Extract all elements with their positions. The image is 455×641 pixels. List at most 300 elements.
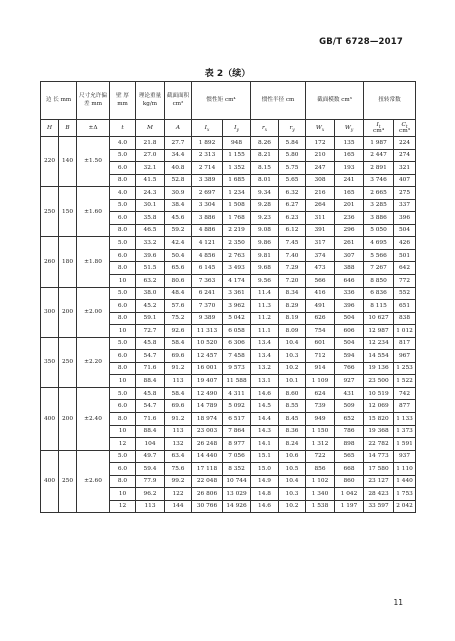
cell-Ix: 10 520 xyxy=(192,337,223,350)
cell-H: 300 xyxy=(41,287,59,337)
cell-Wx: 914 xyxy=(306,362,335,375)
cell-Wx: 210 xyxy=(306,149,335,162)
cell-Wy: 193 xyxy=(335,162,364,175)
cell-Iy: 9 573 xyxy=(223,362,251,375)
sym-Wx-sub: x xyxy=(321,126,325,132)
cell-Wx: 391 xyxy=(306,224,335,237)
cell-A: 50.4 xyxy=(165,249,192,262)
cell-Wx: 856 xyxy=(306,463,335,476)
cell-Ix: 30 766 xyxy=(192,500,223,513)
cell-Wx: 754 xyxy=(306,325,335,338)
cell-A: 58.4 xyxy=(165,337,192,350)
cell-Ct: 967 xyxy=(394,350,416,363)
cell-t: 5.0 xyxy=(110,450,136,463)
cell-M: 96.2 xyxy=(136,488,165,501)
cell-Wx: 1 340 xyxy=(306,488,335,501)
cell-Ix: 22 048 xyxy=(192,475,223,488)
cell-t: 6.0 xyxy=(110,212,136,225)
cell-t: 5.0 xyxy=(110,287,136,300)
header-thickness: 壁 厚 mm xyxy=(110,82,136,120)
cell-Iy: 10 744 xyxy=(223,475,251,488)
cell-t: 5.0 xyxy=(110,149,136,162)
cell-Iy: 6 058 xyxy=(223,325,251,338)
cell-Iy: 8 352 xyxy=(223,463,251,476)
header-row-symbols xyxy=(41,120,416,137)
cell-Wy: 766 xyxy=(335,362,364,375)
cell-Wx: 473 xyxy=(306,262,335,275)
sym-M: M xyxy=(136,120,165,137)
cell-Iy: 2 219 xyxy=(223,224,251,237)
sym-Wy-letter: W xyxy=(344,124,351,131)
cell-Wy: 504 xyxy=(335,312,364,325)
cell-M: 88.4 xyxy=(136,425,165,438)
cell-Ct: 642 xyxy=(394,262,416,275)
cell-A: 113 xyxy=(165,375,192,388)
cell-M: 59.4 xyxy=(136,463,165,476)
cell-M: 104 xyxy=(136,438,165,451)
cell-Wx: 1 538 xyxy=(306,500,335,513)
cell-Wy: 396 xyxy=(335,300,364,313)
cell-H: 400 xyxy=(41,387,59,450)
cell-Ix: 7 370 xyxy=(192,300,223,313)
cell-A: 99.2 xyxy=(165,475,192,488)
cell-M: 71.6 xyxy=(136,413,165,426)
table-body xyxy=(41,137,416,513)
cell-A: 91.2 xyxy=(165,413,192,426)
cell-Wy: 296 xyxy=(335,224,364,237)
cell-rx: 9.86 xyxy=(251,237,279,250)
cell-rx: 15.1 xyxy=(251,450,279,463)
cell-Wy: 135 xyxy=(335,137,364,150)
cell-Ix: 14 789 xyxy=(192,400,223,413)
header-torsion: 扭转常数 xyxy=(364,82,416,120)
cell-Wx: 317 xyxy=(306,237,335,250)
cell-Wx: 566 xyxy=(306,275,335,288)
cell-It: 1 987 xyxy=(364,137,394,150)
cell-Ct: 337 xyxy=(394,199,416,212)
cell-rx: 13.4 xyxy=(251,350,279,363)
cell-B: 180 xyxy=(59,237,77,287)
cell-H: 250 xyxy=(41,187,59,237)
cell-Iy: 2 763 xyxy=(223,249,251,262)
cell-A: 63.4 xyxy=(165,450,192,463)
cell-ry: 10.3 xyxy=(279,488,306,501)
cell-t: 6.0 xyxy=(110,249,136,262)
cell-M: 54.7 xyxy=(136,350,165,363)
cell-B: 200 xyxy=(59,387,77,450)
cell-rx: 14.4 xyxy=(251,413,279,426)
cell-B: 150 xyxy=(59,187,77,237)
cell-A: 144 xyxy=(165,500,192,513)
cell-rx: 9.23 xyxy=(251,212,279,225)
header-area: 截面面积 cm² xyxy=(165,82,192,120)
cell-ry: 7.40 xyxy=(279,249,306,262)
cell-Wy: 261 xyxy=(335,237,364,250)
cell-It: 7 267 xyxy=(364,262,394,275)
cell-Wy: 1 197 xyxy=(335,500,364,513)
cell-Iy: 2 350 xyxy=(223,237,251,250)
cell-Ct: 224 xyxy=(394,137,416,150)
cell-Wx: 739 xyxy=(306,400,335,413)
cell-Ix: 11 313 xyxy=(192,325,223,338)
cell-rx: 13.4 xyxy=(251,337,279,350)
cell-tol: ±1.50 xyxy=(77,137,110,187)
sym-Ct-unit: cm³ xyxy=(398,128,411,134)
cell-Wy: 860 xyxy=(335,475,364,488)
cell-ry: 8.24 xyxy=(279,438,306,451)
sym-ry-letter: r xyxy=(289,124,293,131)
sym-ry xyxy=(279,120,306,137)
cell-ry: 7.29 xyxy=(279,262,306,275)
cell-t: 10 xyxy=(110,425,136,438)
sym-Ct-sub: t xyxy=(405,123,408,129)
cell-ry: 7.45 xyxy=(279,237,306,250)
cell-It: 19 136 xyxy=(364,362,394,375)
cell-It: 28 423 xyxy=(364,488,394,501)
cell-Wx: 949 xyxy=(306,413,335,426)
cell-Ix: 2 313 xyxy=(192,149,223,162)
cell-Ct: 552 xyxy=(394,287,416,300)
cell-rx: 14.3 xyxy=(251,425,279,438)
cell-It: 15 820 xyxy=(364,413,394,426)
cell-Ct: 407 xyxy=(394,174,416,187)
cell-Ix: 12 490 xyxy=(192,387,223,400)
cell-t: 8.0 xyxy=(110,362,136,375)
header-tolerance: 尺寸允许偏差 mm xyxy=(77,82,110,120)
cell-A: 69.6 xyxy=(165,400,192,413)
cell-A: 69.6 xyxy=(165,350,192,363)
table-caption: 表 2（续） xyxy=(204,69,251,79)
cell-Wx: 626 xyxy=(306,312,335,325)
cell-t: 8.0 xyxy=(110,413,136,426)
cell-M: 46.5 xyxy=(136,224,165,237)
cell-M: 88.4 xyxy=(136,375,165,388)
cell-Wy: 646 xyxy=(335,275,364,288)
cell-Ct: 1 133 xyxy=(394,413,416,426)
cell-B: 140 xyxy=(59,137,77,187)
cell-It: 2 665 xyxy=(364,187,394,200)
header-side-length: 边 长 mm xyxy=(41,82,77,120)
cell-tol: ±2.00 xyxy=(77,287,110,337)
sym-Iy-letter: I xyxy=(234,124,237,131)
sym-B: B xyxy=(59,120,77,137)
cell-Iy: 7 458 xyxy=(223,350,251,363)
cell-B: 250 xyxy=(59,337,77,387)
cell-Iy: 1 352 xyxy=(223,162,251,175)
cell-Ct: 504 xyxy=(394,224,416,237)
cell-Ct: 501 xyxy=(394,249,416,262)
cell-ry: 8.36 xyxy=(279,425,306,438)
cell-Ct: 772 xyxy=(394,275,416,288)
cell-t: 12 xyxy=(110,438,136,451)
cell-ry: 5.65 xyxy=(279,174,306,187)
header-row-titles xyxy=(41,82,416,120)
cell-Iy: 1 685 xyxy=(223,174,251,187)
cell-rx: 9.68 xyxy=(251,262,279,275)
cell-Ix: 1 892 xyxy=(192,137,223,150)
cell-Ct: 275 xyxy=(394,187,416,200)
cell-Wx: 1 102 xyxy=(306,475,335,488)
cell-Iy: 6 306 xyxy=(223,337,251,350)
cell-Iy: 3 361 xyxy=(223,287,251,300)
sym-t: t xyxy=(110,120,136,137)
cell-It: 3 746 xyxy=(364,174,394,187)
header-mass: 理论重量 kg/m xyxy=(136,82,165,120)
cell-A: 34.4 xyxy=(165,149,192,162)
cell-It: 22 782 xyxy=(364,438,394,451)
cell-Iy: 948 xyxy=(223,137,251,150)
sym-rx-letter: r xyxy=(261,124,265,131)
cell-It: 6 836 xyxy=(364,287,394,300)
sym-Ct-letter: C xyxy=(401,121,406,128)
cell-Ct: 2 042 xyxy=(394,500,416,513)
cell-Wx: 216 xyxy=(306,187,335,200)
cell-Ct: 274 xyxy=(394,149,416,162)
table-row xyxy=(41,337,416,350)
cell-A: 48.4 xyxy=(165,287,192,300)
cell-ry: 10.4 xyxy=(279,337,306,350)
cell-It: 3 285 xyxy=(364,199,394,212)
cell-ry: 8.55 xyxy=(279,400,306,413)
cell-It: 5 050 xyxy=(364,224,394,237)
cell-rx: 14.8 xyxy=(251,488,279,501)
cell-rx: 9.08 xyxy=(251,224,279,237)
cell-A: 75.2 xyxy=(165,312,192,325)
cell-A: 40.8 xyxy=(165,162,192,175)
cell-Ct: 396 xyxy=(394,212,416,225)
cell-Iy: 5 092 xyxy=(223,400,251,413)
cell-rx: 14.6 xyxy=(251,387,279,400)
cell-Ct: 817 xyxy=(394,337,416,350)
cell-It: 23 500 xyxy=(364,375,394,388)
table-row xyxy=(41,287,416,300)
cell-rx: 11.2 xyxy=(251,312,279,325)
cell-Wy: 927 xyxy=(335,375,364,388)
cell-t: 6.0 xyxy=(110,162,136,175)
cell-t: 8.0 xyxy=(110,262,136,275)
cell-M: 54.7 xyxy=(136,400,165,413)
cell-Wy: 241 xyxy=(335,174,364,187)
cell-ry: 6.32 xyxy=(279,187,306,200)
cell-A: 42.4 xyxy=(165,237,192,250)
cell-It: 12 069 xyxy=(364,400,394,413)
cell-t: 5.0 xyxy=(110,337,136,350)
cell-tol: ±1.60 xyxy=(77,187,110,237)
cell-A: 65.6 xyxy=(165,262,192,275)
cell-Ct: 1 591 xyxy=(394,438,416,451)
cell-t: 6.0 xyxy=(110,300,136,313)
cell-M: 38.0 xyxy=(136,287,165,300)
cell-Ix: 6 241 xyxy=(192,287,223,300)
cell-M: 45.8 xyxy=(136,387,165,400)
cell-Ix: 12 457 xyxy=(192,350,223,363)
cell-t: 10 xyxy=(110,325,136,338)
cell-A: 113 xyxy=(165,425,192,438)
cell-Ct: 877 xyxy=(394,400,416,413)
cell-Ix: 3 304 xyxy=(192,199,223,212)
cell-A: 91.2 xyxy=(165,362,192,375)
cell-M: 39.6 xyxy=(136,249,165,262)
sym-H: H xyxy=(41,120,59,137)
page-number: 11 xyxy=(393,598,403,607)
cell-t: 4.0 xyxy=(110,137,136,150)
cell-M: 63.2 xyxy=(136,275,165,288)
cell-t: 4.0 xyxy=(110,187,136,200)
cell-Wy: 165 xyxy=(335,187,364,200)
cell-ry: 10.3 xyxy=(279,350,306,363)
sym-rx xyxy=(251,120,279,137)
cell-A: 92.6 xyxy=(165,325,192,338)
cell-Iy: 1 768 xyxy=(223,212,251,225)
cell-It: 3 886 xyxy=(364,212,394,225)
cell-A: 27.7 xyxy=(165,137,192,150)
cell-rx: 9.81 xyxy=(251,249,279,262)
cell-ry: 8.45 xyxy=(279,413,306,426)
cell-rx: 14.9 xyxy=(251,475,279,488)
cell-t: 8.0 xyxy=(110,475,136,488)
cell-Ix: 9 389 xyxy=(192,312,223,325)
table-row xyxy=(41,187,416,200)
cell-ry: 10.2 xyxy=(279,362,306,375)
cell-t: 12 xyxy=(110,500,136,513)
cell-Ix: 3 389 xyxy=(192,174,223,187)
cell-Iy: 6 517 xyxy=(223,413,251,426)
cell-Wy: 565 xyxy=(335,450,364,463)
cell-A: 58.4 xyxy=(165,387,192,400)
cell-Wy: 652 xyxy=(335,413,364,426)
cell-Ct: 1 753 xyxy=(394,488,416,501)
sym-Ct xyxy=(394,120,416,137)
cell-rx: 8.21 xyxy=(251,149,279,162)
cell-ry: 8.29 xyxy=(279,300,306,313)
cell-tol: ±2.60 xyxy=(77,450,110,513)
cell-M: 59.1 xyxy=(136,312,165,325)
cell-Ix: 4 886 xyxy=(192,224,223,237)
cell-M: 113 xyxy=(136,500,165,513)
cell-It: 4 695 xyxy=(364,237,394,250)
cell-It: 8 115 xyxy=(364,300,394,313)
cell-H: 260 xyxy=(41,237,59,287)
header-modulus: 截面模数 cm³ xyxy=(306,82,364,120)
cell-M: 24.3 xyxy=(136,187,165,200)
cell-ry: 8.19 xyxy=(279,312,306,325)
cell-Wx: 172 xyxy=(306,137,335,150)
cell-t: 6.0 xyxy=(110,400,136,413)
cell-Ix: 14 440 xyxy=(192,450,223,463)
cell-Iy: 8 977 xyxy=(223,438,251,451)
cell-Wy: 898 xyxy=(335,438,364,451)
cell-ry: 10.2 xyxy=(279,500,306,513)
cell-Wy: 201 xyxy=(335,199,364,212)
cell-rx: 14.5 xyxy=(251,400,279,413)
cell-rx: 9.56 xyxy=(251,275,279,288)
cell-rx: 13.2 xyxy=(251,362,279,375)
cell-A: 52.8 xyxy=(165,174,192,187)
cell-Ix: 3 886 xyxy=(192,212,223,225)
cell-Iy: 7 864 xyxy=(223,425,251,438)
cell-Ix: 26 248 xyxy=(192,438,223,451)
cell-Ct: 1 440 xyxy=(394,475,416,488)
cell-ry: 6.12 xyxy=(279,224,306,237)
cell-Ct: 1 253 xyxy=(394,362,416,375)
cell-It: 12 234 xyxy=(364,337,394,350)
cell-Ix: 6 145 xyxy=(192,262,223,275)
cell-Wx: 1 150 xyxy=(306,425,335,438)
cell-t: 8.0 xyxy=(110,174,136,187)
cell-A: 30.9 xyxy=(165,187,192,200)
cell-Wx: 491 xyxy=(306,300,335,313)
cell-Wx: 1 109 xyxy=(306,375,335,388)
cell-A: 38.4 xyxy=(165,199,192,212)
cell-Wx: 247 xyxy=(306,162,335,175)
cell-It: 23 127 xyxy=(364,475,394,488)
cell-B: 200 xyxy=(59,287,77,337)
sym-It-unit: cm⁴ xyxy=(372,128,385,134)
sym-ry-sub: y xyxy=(292,126,295,132)
cell-ry: 10.6 xyxy=(279,450,306,463)
cell-ry: 8.60 xyxy=(279,387,306,400)
cell-It: 2 891 xyxy=(364,162,394,175)
sym-A: A xyxy=(165,120,192,137)
cell-Wy: 236 xyxy=(335,212,364,225)
cell-Iy: 14 926 xyxy=(223,500,251,513)
cell-Ix: 2 714 xyxy=(192,162,223,175)
cell-rx: 9.34 xyxy=(251,187,279,200)
cell-Iy: 5 042 xyxy=(223,312,251,325)
cell-Ct: 651 xyxy=(394,300,416,313)
cell-Iy: 1 234 xyxy=(223,187,251,200)
cell-Ix: 26 806 xyxy=(192,488,223,501)
cell-M: 32.1 xyxy=(136,162,165,175)
cell-A: 132 xyxy=(165,438,192,451)
cell-ry: 10.5 xyxy=(279,463,306,476)
cell-M: 71.6 xyxy=(136,362,165,375)
cell-Wx: 416 xyxy=(306,287,335,300)
cell-Iy: 11 588 xyxy=(223,375,251,388)
cell-Ct: 937 xyxy=(394,450,416,463)
cell-ry: 8.34 xyxy=(279,287,306,300)
cell-It: 33 597 xyxy=(364,500,394,513)
cell-t: 10 xyxy=(110,275,136,288)
cell-rx: 13.1 xyxy=(251,375,279,388)
sym-Iy-sub: y xyxy=(236,126,239,132)
cell-Ct: 1 373 xyxy=(394,425,416,438)
cell-M: 45.2 xyxy=(136,300,165,313)
cell-It: 19 368 xyxy=(364,425,394,438)
cell-ry: 5.75 xyxy=(279,162,306,175)
cell-Iy: 13 029 xyxy=(223,488,251,501)
cell-A: 59.2 xyxy=(165,224,192,237)
sym-Wy-sub: y xyxy=(350,126,354,132)
cell-Wy: 336 xyxy=(335,287,364,300)
cell-rx: 15.0 xyxy=(251,463,279,476)
header-inertia: 惯性矩 cm⁴ xyxy=(192,82,251,120)
cell-M: 77.9 xyxy=(136,475,165,488)
cell-ry: 6.27 xyxy=(279,199,306,212)
cell-Ct: 426 xyxy=(394,237,416,250)
cell-Wy: 165 xyxy=(335,149,364,162)
cell-ry: 7.20 xyxy=(279,275,306,288)
cell-t: 5.0 xyxy=(110,237,136,250)
cell-Iy: 4 174 xyxy=(223,275,251,288)
sym-Wx-letter: W xyxy=(315,124,322,131)
cell-Ct: 838 xyxy=(394,312,416,325)
cell-It: 14 773 xyxy=(364,450,394,463)
cell-Wx: 712 xyxy=(306,350,335,363)
cell-It: 8 850 xyxy=(364,275,394,288)
cell-M: 30.1 xyxy=(136,199,165,212)
cell-B: 250 xyxy=(59,450,77,513)
